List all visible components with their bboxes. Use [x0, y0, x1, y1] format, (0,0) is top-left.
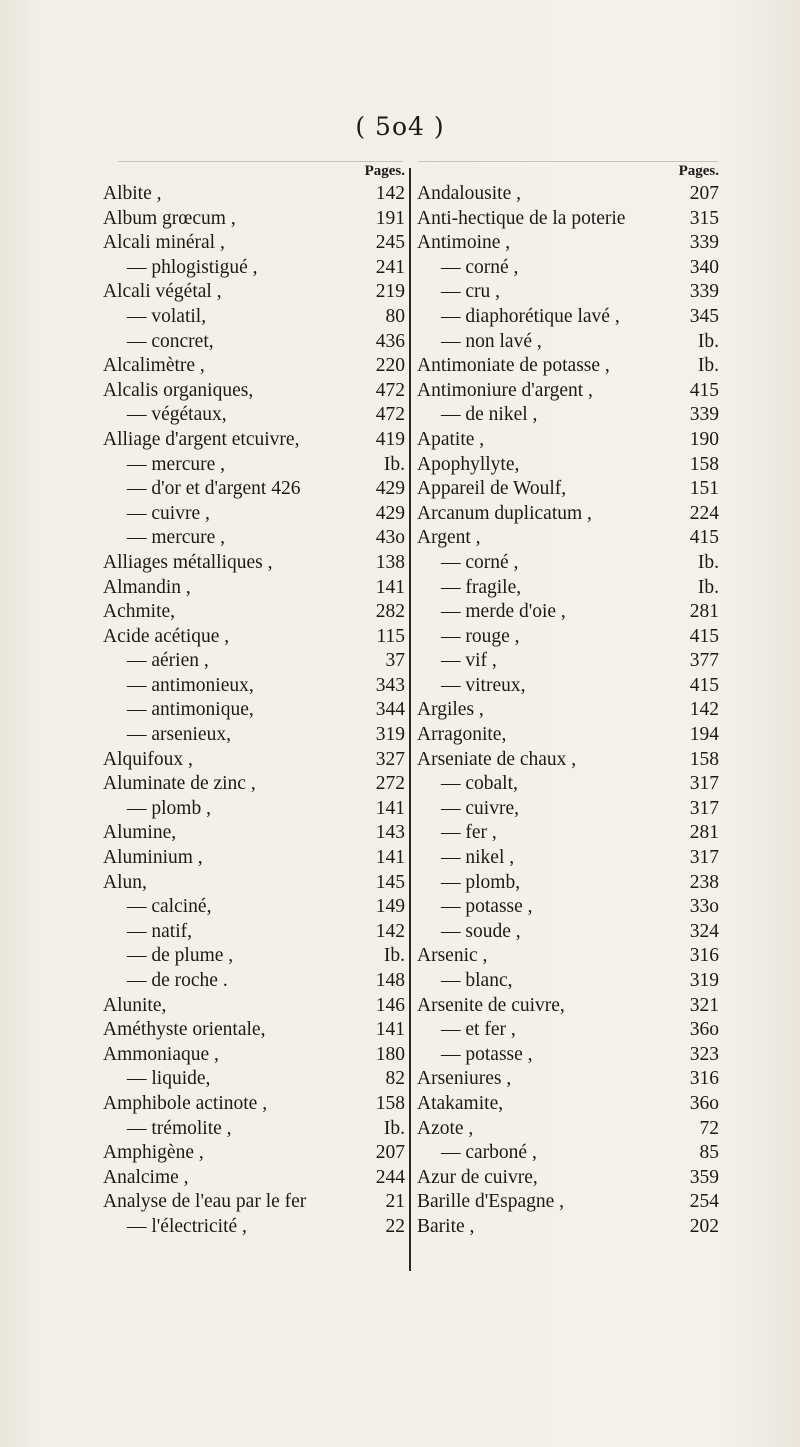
entry-label: — corné ,: [441, 256, 519, 278]
index-entry: [103, 477, 405, 502]
entry-page-number: 151: [689, 478, 719, 500]
entry-label: — calciné,: [127, 896, 212, 918]
entry-page-number: 224: [689, 502, 719, 524]
entry-label: — l'électricité ,: [127, 1215, 247, 1237]
entry-label: — et fer ,: [441, 1019, 516, 1041]
entry-label: — cru ,: [441, 281, 501, 303]
entry-label: — nikel ,: [441, 847, 515, 869]
entry-label: — potasse ,: [441, 1043, 533, 1065]
entry-page-number: 323: [689, 1043, 719, 1065]
entry-label: — cobalt,: [441, 773, 518, 795]
index-entry: [417, 994, 719, 1019]
entry-label: — cuivre ,: [127, 502, 210, 524]
index-entry: [103, 330, 405, 355]
entry-page-number: 281: [689, 822, 719, 844]
index-entry: [103, 797, 405, 822]
entry-label: — non lavé ,: [441, 330, 542, 352]
entry-label: Almandin ,: [103, 576, 191, 598]
index-entry: [103, 1092, 405, 1117]
index-entry: [417, 969, 719, 994]
index-entry: [417, 379, 719, 404]
entry-label: — de roche .: [127, 970, 228, 991]
entry-page-number: 190: [689, 428, 719, 450]
entry-label: Analcime ,: [103, 1166, 189, 1188]
entry-page-number: 202: [689, 1215, 719, 1237]
entry-page-number: 141: [375, 576, 405, 598]
entry-label: — merde d'oie ,: [441, 601, 566, 623]
entry-label: — corné ,: [441, 551, 519, 573]
entry-page-number: 138: [375, 551, 405, 573]
entry-label: — vitreux,: [441, 674, 526, 696]
entry-label: — soude ,: [441, 920, 521, 942]
index-entry: [417, 1141, 719, 1166]
entry-label: — phlogistigué ,: [127, 256, 258, 278]
entry-label: — volatil,: [127, 305, 207, 327]
index-entry: [103, 674, 405, 699]
entry-page-number: 141: [375, 797, 405, 819]
entry-page-number: 238: [689, 871, 719, 893]
entry-label: Alcali minéral ,: [103, 232, 225, 254]
entry-page-number: 429: [375, 478, 405, 500]
entry-label: Azur de cuivre,: [417, 1166, 538, 1188]
entry-page-number: 343: [375, 674, 405, 696]
index-entry: [417, 649, 719, 674]
entry-label: Albite ,: [103, 183, 162, 204]
entry-page-number: 317: [689, 773, 719, 795]
entry-label: — de plume ,: [127, 945, 234, 967]
entry-label: Acide acétique ,: [103, 625, 230, 647]
index-entry: [103, 600, 405, 625]
entry-page-number: Ib.: [697, 551, 719, 573]
entry-page-number: 115: [376, 625, 405, 647]
entry-label: — trémolite ,: [127, 1117, 232, 1139]
entry-label: — vif ,: [441, 650, 497, 672]
entry-page-number: 415: [689, 625, 719, 647]
index-entry: [103, 920, 405, 945]
index-entry: [103, 895, 405, 920]
index-entry: [417, 1092, 719, 1117]
entry-page-number: 345: [689, 305, 719, 327]
entry-page-number: 141: [375, 847, 405, 869]
entry-page-number: 472: [375, 404, 405, 426]
index-entry: [103, 944, 405, 969]
entry-label: Arseniures ,: [417, 1068, 512, 1090]
entry-page-number: 143: [375, 822, 405, 844]
index-entry: [417, 797, 719, 822]
entry-page-number: 316: [689, 1068, 719, 1090]
index-entry: [103, 354, 405, 379]
index-entry: [103, 649, 405, 674]
index-entry: [103, 502, 405, 527]
entry-label: Alliages métalliques ,: [103, 551, 273, 573]
entry-page-number: 419: [375, 428, 405, 450]
entry-label: — végétaux,: [127, 404, 227, 426]
entry-page-number: 317: [689, 847, 719, 869]
column-heading-pages: Pages.: [364, 163, 405, 179]
entry-page-number: 191: [375, 207, 405, 229]
entry-page-number: 158: [689, 748, 719, 770]
entry-page-number: 316: [689, 945, 719, 967]
entry-label: Ammoniaque ,: [103, 1043, 219, 1065]
index-entry: [417, 403, 719, 428]
index-entry: [417, 698, 719, 723]
entry-label: Antimoniate de potasse ,: [417, 355, 610, 377]
entry-page-number: 37: [385, 650, 405, 672]
entry-label: — mercure ,: [127, 527, 225, 549]
entry-page-number: 377: [689, 650, 719, 672]
index-entry: [103, 280, 405, 305]
index-entry: [417, 846, 719, 871]
entry-label: Alliage d'argent etcuivre,: [103, 428, 300, 450]
entry-label: Arsenite de cuivre,: [417, 994, 565, 1016]
index-entry: [417, 1043, 719, 1068]
index-entry: [103, 379, 405, 404]
index-entry: [103, 1141, 405, 1166]
index-entry: [103, 526, 405, 551]
index-entry: [417, 895, 719, 920]
index-entry: [103, 256, 405, 281]
entry-label: — cuivre,: [441, 797, 519, 819]
entry-label: Aluminate de zinc ,: [103, 773, 256, 795]
entry-page-number: 219: [375, 281, 405, 303]
entry-label: — potasse ,: [441, 896, 533, 918]
entry-label: Alunite,: [103, 994, 167, 1016]
entry-page-number: 21: [385, 1191, 405, 1213]
entry-page-number: 436: [375, 330, 405, 352]
entry-page-number: 158: [375, 1092, 405, 1114]
entry-label: — diaphorétique lavé ,: [441, 305, 620, 327]
index-entry: [417, 821, 719, 846]
entry-page-number: 141: [375, 1019, 405, 1041]
entry-label: — natif,: [127, 920, 192, 942]
index-entry: [417, 1117, 719, 1142]
entry-page-number: 85: [699, 1142, 719, 1164]
index-entry: [103, 1215, 405, 1240]
index-entry: [417, 526, 719, 551]
index-entry: [417, 576, 719, 601]
index-entry: [103, 821, 405, 846]
index-entry: [417, 428, 719, 453]
entry-page-number: 33o: [689, 896, 719, 918]
entry-page-number: 207: [689, 183, 719, 204]
entry-page-number: 324: [689, 920, 719, 942]
page-number: ( 5o4 ): [355, 112, 445, 141]
index-entry: [417, 502, 719, 527]
entry-page-number: 241: [375, 256, 405, 278]
index-entry: [417, 723, 719, 748]
index-entry: [103, 1018, 405, 1043]
entry-page-number: 359: [689, 1166, 719, 1188]
index-entry: [417, 944, 719, 969]
entry-label: Achmite,: [103, 601, 176, 623]
entry-page-number: 429: [375, 502, 405, 524]
entry-page-number: 344: [375, 699, 405, 721]
entry-page-number: 220: [375, 355, 405, 377]
entry-label: Album grœcum ,: [103, 207, 236, 229]
column-heading-pages: Pages.: [678, 163, 719, 179]
entry-label: Apatite ,: [417, 428, 485, 450]
entry-label: — rouge ,: [441, 625, 520, 647]
index-entry: [417, 871, 719, 896]
entry-label: Alcalis organiques,: [103, 379, 254, 401]
entry-page-number: 415: [689, 379, 719, 401]
entry-label: Alcalimètre ,: [103, 355, 205, 377]
entry-label: Alquifoux ,: [103, 748, 193, 770]
entry-page-number: 180: [375, 1043, 405, 1065]
index-entry: [103, 748, 405, 773]
entry-label: Argiles ,: [417, 699, 484, 721]
entry-page-number: 245: [375, 232, 405, 254]
entry-label: Améthyste orientale,: [103, 1019, 266, 1041]
entry-label: Barille d'Espagne ,: [417, 1191, 565, 1213]
entry-label: Andalousite ,: [417, 183, 521, 204]
column-divider: [409, 168, 411, 1271]
index-entry: [417, 625, 719, 650]
entry-label: — de nikel ,: [441, 404, 538, 426]
entry-page-number: 315: [689, 207, 719, 229]
entry-label: Barite ,: [417, 1215, 475, 1237]
entry-label: — antimonieux,: [127, 674, 254, 696]
entry-label: Appareil de Woulf,: [417, 478, 567, 500]
entry-label: Atakamite,: [417, 1092, 504, 1114]
index-entry: [417, 600, 719, 625]
entry-label: — blanc,: [441, 970, 513, 991]
entry-label: — liquide,: [127, 1068, 211, 1090]
entry-page-number: 282: [375, 601, 405, 623]
entry-label: — aérien ,: [127, 650, 209, 672]
index-entry: [417, 1166, 719, 1191]
index-column-left: [103, 160, 405, 1240]
entry-page-number: 43o: [375, 527, 405, 549]
index-entry: [103, 1190, 405, 1215]
index-entry: [103, 551, 405, 576]
entry-page-number: 339: [689, 281, 719, 303]
index-entry: [103, 453, 405, 478]
entry-page-number: 207: [375, 1142, 405, 1164]
entry-label: — d'or et d'argent 426: [127, 478, 301, 500]
entry-page-number: 142: [689, 699, 719, 721]
index-entry: [103, 305, 405, 330]
index-entry: [417, 772, 719, 797]
entry-page-number: 472: [375, 379, 405, 401]
entry-label: Arragonite,: [417, 724, 507, 746]
entry-label: Arsenic ,: [417, 945, 488, 967]
entry-label: Apophyllyte,: [417, 453, 520, 475]
index-entry: [103, 1067, 405, 1092]
index-entry: [417, 1190, 719, 1215]
index-entry: [417, 551, 719, 576]
entry-page-number: 327: [375, 748, 405, 770]
entry-label: Alun,: [103, 871, 147, 893]
index-entry: [417, 1018, 719, 1043]
index-entry: [103, 698, 405, 723]
index-entry: [417, 920, 719, 945]
index-entry: [417, 207, 719, 232]
entry-page-number: Ib.: [697, 576, 719, 598]
entry-label: Alumine,: [103, 822, 177, 844]
entry-label: — arsenieux,: [127, 724, 231, 746]
entry-page-number: Ib.: [697, 330, 719, 352]
entry-label: — carboné ,: [441, 1142, 537, 1164]
index-entry: [417, 748, 719, 773]
index-entry: [103, 1043, 405, 1068]
entry-label: Amphigène ,: [103, 1142, 204, 1164]
entry-page-number: 317: [689, 797, 719, 819]
entry-page-number: 142: [375, 183, 405, 204]
entry-page-number: 158: [689, 453, 719, 475]
index-entry: [103, 576, 405, 601]
entry-page-number: 272: [375, 773, 405, 795]
index-entry: [103, 994, 405, 1019]
entry-page-number: Ib.: [383, 945, 405, 967]
entry-page-number: 145: [375, 871, 405, 893]
index-entry: [103, 428, 405, 453]
index-entry: [103, 871, 405, 896]
entry-label: — antimonique,: [127, 699, 254, 721]
entry-label: — mercure ,: [127, 453, 225, 475]
entry-label: — fer ,: [441, 822, 497, 844]
index-entry: [417, 674, 719, 699]
index-entry: [103, 403, 405, 428]
index-entry: [103, 1166, 405, 1191]
index-entry: [103, 846, 405, 871]
index-entry: [103, 1117, 405, 1142]
index-entry: [417, 453, 719, 478]
index-entry: [417, 182, 719, 207]
entry-page-number: Ib.: [383, 453, 405, 475]
index-entry: [417, 231, 719, 256]
entry-page-number: Ib.: [697, 355, 719, 377]
entry-page-number: 319: [689, 970, 719, 991]
entry-page-number: 415: [689, 674, 719, 696]
entry-label: Amphibole actinote ,: [103, 1092, 268, 1114]
entry-label: — fragile,: [441, 576, 522, 598]
index-entry: [417, 354, 719, 379]
index-entry: [103, 207, 405, 232]
entry-page-number: 142: [375, 920, 405, 942]
entry-label: Anti-hectique de la poterie: [417, 207, 626, 229]
entry-label: Analyse de l'eau par le fer: [103, 1191, 307, 1213]
index-entry: [103, 231, 405, 256]
index-entry: [417, 1215, 719, 1240]
entry-page-number: 281: [689, 601, 719, 623]
entry-page-number: 194: [689, 724, 719, 746]
index-entry: [417, 305, 719, 330]
entry-page-number: 339: [689, 404, 719, 426]
entry-page-number: 148: [375, 970, 405, 991]
entry-page-number: 254: [689, 1191, 719, 1213]
index-entry: [417, 330, 719, 355]
entry-page-number: 319: [375, 724, 405, 746]
entry-label: Alcali végétal ,: [103, 281, 222, 303]
index-entry: [417, 477, 719, 502]
entry-page-number: 415: [689, 527, 719, 549]
index-entry: [417, 1067, 719, 1092]
entry-page-number: Ib.: [383, 1117, 405, 1139]
index-entry: [103, 625, 405, 650]
entry-label: Antimoine ,: [417, 232, 511, 254]
index-entry: [103, 182, 405, 207]
entry-page-number: 146: [375, 994, 405, 1016]
entry-page-number: 36o: [689, 1092, 719, 1114]
entry-page-number: 149: [375, 896, 405, 918]
entry-page-number: 22: [385, 1215, 405, 1237]
index-entry: [103, 723, 405, 748]
entry-label: Arcanum duplicatum ,: [417, 502, 592, 524]
entry-label: — plomb,: [441, 871, 521, 893]
entry-label: Azote ,: [417, 1117, 474, 1139]
entry-label: — plomb ,: [127, 797, 211, 819]
entry-page-number: 36o: [689, 1019, 719, 1041]
index-entry: [417, 256, 719, 281]
entry-page-number: 82: [385, 1068, 405, 1090]
entry-page-number: 340: [689, 256, 719, 278]
entry-page-number: 80: [385, 305, 405, 327]
index-entry: [103, 772, 405, 797]
entry-page-number: 321: [689, 994, 719, 1016]
entry-page-number: 72: [699, 1117, 719, 1139]
entry-label: — concret,: [127, 330, 214, 352]
entry-label: Aluminium ,: [103, 847, 203, 869]
entry-label: Antimoniure d'argent ,: [417, 379, 593, 401]
entry-page-number: 339: [689, 232, 719, 254]
index-entry: [417, 280, 719, 305]
index-entry: [103, 969, 405, 994]
entry-page-number: 244: [375, 1166, 405, 1188]
index-column-right: [417, 160, 719, 1240]
entry-label: Arseniate de chaux ,: [417, 748, 577, 770]
entry-label: Argent ,: [417, 527, 481, 549]
